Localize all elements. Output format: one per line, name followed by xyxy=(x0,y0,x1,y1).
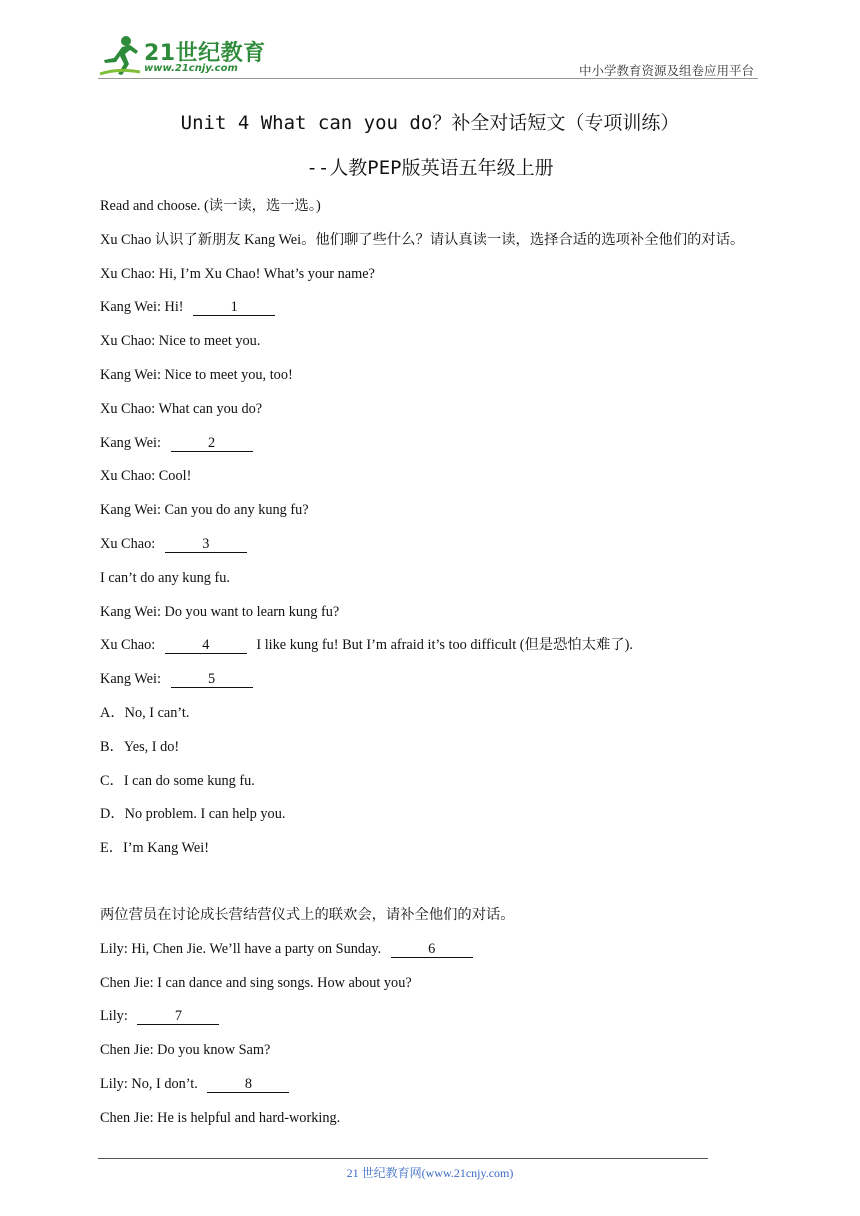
answer-blank-6[interactable]: 6 xyxy=(391,941,473,958)
site-logo xyxy=(96,34,266,80)
logo-url: www.21cnjy.com xyxy=(144,63,238,74)
speaker-text: Xu Chao: xyxy=(100,535,156,552)
dialogue-line xyxy=(100,635,780,669)
option-a: A．No, I can’t. xyxy=(100,704,190,721)
logo-text: 21世纪教育 xyxy=(144,41,266,66)
speaker-text: Kang Wei: xyxy=(100,434,161,451)
speaker-text: Kang Wei: xyxy=(100,671,161,688)
dialogue-line: Kang Wei: Do you want to learn kung fu? xyxy=(100,603,340,620)
dialogue-line: Xu Chao: What can you do? xyxy=(100,400,263,417)
dialogue-line: Chen Jie: I can dance and sing songs. How about you? xyxy=(100,974,412,991)
dialogue-line xyxy=(100,669,780,703)
platform-name: 中小学教育资源及组卷应用平台 xyxy=(578,64,754,78)
dialogue-line xyxy=(100,433,780,467)
answer-blank-8[interactable]: 8 xyxy=(207,1076,289,1093)
dialogue-text: I like kung fu! But I’m afraid it’s too difficult (但是恐怕太难了). xyxy=(256,637,633,654)
speaker-text: Kang Wei: Hi! xyxy=(100,299,184,316)
answer-blank-2[interactable]: 2 xyxy=(171,435,253,452)
speaker-text: Lily: Hi, Chen Jie. We’ll have a party on Sunday. xyxy=(100,940,382,957)
dialogue-line xyxy=(100,534,780,568)
runner-logo-icon xyxy=(96,34,142,78)
document-body xyxy=(100,196,780,1142)
answer-blank-4[interactable]: 4 xyxy=(165,637,247,654)
answer-blank-7[interactable]: 7 xyxy=(137,1008,219,1025)
dialogue-line: Xu Chao: Hi, I’m Xu Chao! What’s your name? xyxy=(100,265,375,282)
speaker-text: Xu Chao: xyxy=(100,637,156,654)
dialogue-line: Chen Jie: He is helpful and hard-working. xyxy=(100,1109,341,1126)
dialogue-line: Kang Wei: Can you do any kung fu? xyxy=(100,502,309,519)
dialogue-line: Kang Wei: Nice to meet you, too! xyxy=(100,366,293,383)
instruction: Read and choose. (读一读，选一选。) xyxy=(100,198,321,214)
option-e: E．I’m Kang Wei! xyxy=(100,840,209,857)
section2-intro: 两位营员在讨论成长营结营仪式上的联欢会，请补全他们的对话。 xyxy=(100,906,515,923)
section1-intro: Xu Chao 认识了新朋友 Kang Wei。他们聊了些什么？请认真读一读，选择合适的选项补全他们的对话。 xyxy=(100,231,745,248)
speaker-text: Lily: No, I don’t. xyxy=(100,1075,198,1092)
option-c: C．I can do some kung fu. xyxy=(100,772,255,789)
dialogue-line: I can’t do any kung fu. xyxy=(100,569,230,586)
dialogue-line: Xu Chao: Cool! xyxy=(100,468,192,485)
page-header xyxy=(0,0,860,90)
dialogue-line: Xu Chao: Nice to meet you. xyxy=(100,333,261,350)
dialogue-line xyxy=(100,297,780,331)
answer-blank-3[interactable]: 3 xyxy=(165,536,247,553)
answer-blank-5[interactable]: 5 xyxy=(171,671,253,688)
dialogue-line xyxy=(100,1074,780,1108)
footer-text[interactable]: 21 世纪教育网(www.21cnjy.com) xyxy=(346,1166,514,1180)
document-subtitle: --人教PEP版英语五年级上册 xyxy=(306,157,554,179)
dialogue-line xyxy=(100,1006,780,1040)
section-gap xyxy=(100,872,780,905)
document-title: Unit 4 What can you do？补全对话短文（专项训练） xyxy=(180,112,680,134)
dialogue-line xyxy=(100,939,780,973)
footer-divider xyxy=(98,1158,708,1159)
option-d: D．No problem. I can help you. xyxy=(100,806,286,823)
header-divider xyxy=(98,78,758,79)
dialogue-line: Chen Jie: Do you know Sam? xyxy=(100,1042,271,1059)
speaker-text: Lily: xyxy=(100,1008,128,1025)
answer-blank-1[interactable]: 1 xyxy=(193,299,275,316)
option-b: B．Yes, I do! xyxy=(100,738,180,755)
